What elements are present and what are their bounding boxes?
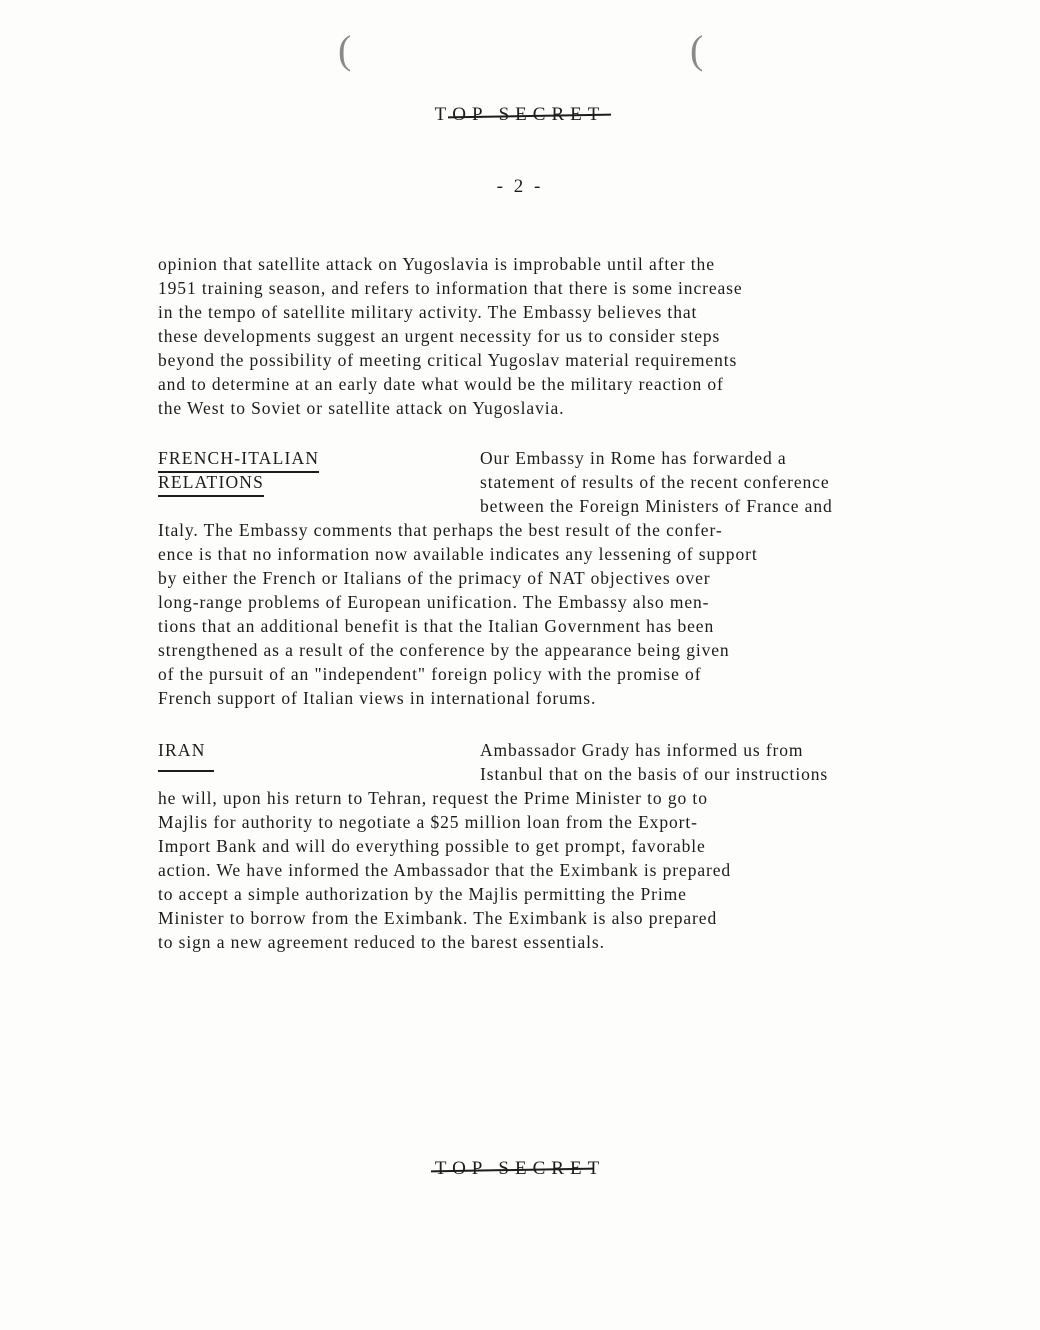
page-number: - 2 - <box>496 176 544 197</box>
text-line: Italy. The Embassy comments that perhaps the best result of the confer- <box>158 520 723 540</box>
section-heading-line2: RELATIONS <box>158 470 264 497</box>
text-line: Majlis for authority to negotiate a $25 million loan from the Export- <box>158 812 698 832</box>
classification-struck-text: TOP SECRE <box>434 1158 588 1179</box>
text-line: tions that an additional benefit is that the Italian Government has been <box>158 616 715 636</box>
text-line: in the tempo of satellite military activity. The Embassy believes that <box>158 302 698 322</box>
classification-header <box>0 104 1040 126</box>
text-line: strengthened as a result of the conference by the appearance being given <box>158 640 730 660</box>
classification-last-letter: T <box>587 1158 606 1179</box>
classification-first-letter: T <box>434 104 453 125</box>
classification-struck-text: OP SECRET <box>452 104 606 125</box>
text-line: Our Embassy in Rome has forwarded a <box>480 448 787 468</box>
text-line: these developments suggest an urgent necessity for us to consider steps <box>158 326 721 346</box>
text-line: of the pursuit of an "independent" foreign policy with the promise of <box>158 664 702 684</box>
text-line: French support of Italian views in international forums. <box>158 688 597 708</box>
text-line: Import Bank and will do everything possible to get prompt, favorable <box>158 836 706 856</box>
text-line: Ambassador Grady has informed us from <box>480 740 804 760</box>
text-line: to accept a simple authorization by the Majlis permitting the Prime <box>158 884 687 904</box>
text-line: long-range problems of European unification. The Embassy also men- <box>158 592 710 612</box>
text-line: action. We have informed the Ambassador that the Eximbank is prepared <box>158 860 732 880</box>
section-heading-line1: FRENCH-ITALIAN <box>158 446 319 473</box>
text-line: he will, upon his return to Tehran, request the Prime Minister to go to <box>158 788 708 808</box>
classification-footer <box>0 1158 1040 1180</box>
text-line: and to determine at an early date what would be the military reaction of <box>158 374 724 394</box>
text-line: Minister to borrow from the Eximbank. The Eximbank is also prepared <box>158 908 718 928</box>
text-line: between the Foreign Ministers of France and <box>480 496 833 516</box>
punch-hole-mark-left: ( <box>338 27 352 72</box>
text-line: to sign a new agreement reduced to the barest essentials. <box>158 932 605 952</box>
text-line: opinion that satellite attack on Yugoslavia is improbable until after the <box>158 254 715 274</box>
text-line: ence is that no information now available indicates any lessening of support <box>158 544 758 564</box>
text-line: statement of results of the recent conference <box>480 472 830 492</box>
text-line: by either the French or Italians of the primacy of NAT objectives over <box>158 568 711 588</box>
text-line: the West to Soviet or satellite attack on Yugoslavia. <box>158 398 565 418</box>
text-line: beyond the possibility of meeting critical Yugoslav material requirements <box>158 350 738 370</box>
text-line: Istanbul that on the basis of our instructions <box>480 764 829 784</box>
punch-hole-mark-right: ( <box>690 27 704 72</box>
text-line: 1951 training season, and refers to information that there is some increase <box>158 278 743 298</box>
section-heading-iran: IRAN <box>158 738 214 772</box>
